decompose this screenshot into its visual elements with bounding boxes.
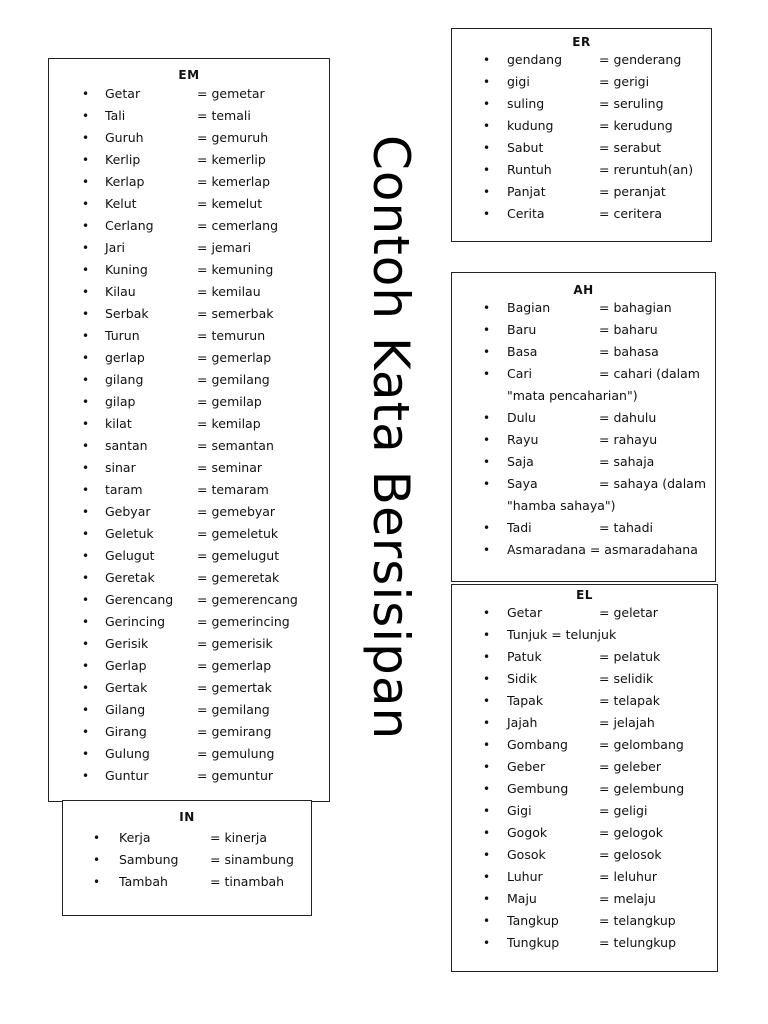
infixed-word: = bahasa — [599, 344, 659, 359]
list-item — [452, 844, 717, 866]
bullet-icon: • — [483, 694, 491, 708]
list-item — [452, 712, 717, 734]
list-item — [63, 827, 311, 849]
bullet-icon: • — [483, 870, 491, 884]
bullet-icon: • — [82, 263, 90, 277]
bullet-icon: • — [483, 53, 491, 67]
root-word: Kuning — [105, 262, 148, 277]
root-word: Cerlang — [105, 218, 154, 233]
root-word: Gerincing — [105, 614, 166, 629]
infixed-word: = genderang — [599, 52, 682, 67]
infixed-word: = tahadi — [599, 520, 653, 535]
list-item — [452, 159, 711, 181]
infixed-word: = jelajah — [599, 715, 655, 730]
root-word: Gombang — [507, 737, 568, 752]
list-item — [452, 888, 717, 910]
root-word: gendang — [507, 52, 562, 67]
er-section — [451, 28, 712, 242]
bullet-icon: • — [82, 659, 90, 673]
infixed-word: = sahaja — [599, 454, 655, 469]
list-item — [49, 721, 329, 743]
infixed-word: = geligi — [599, 803, 648, 818]
list-item — [49, 765, 329, 787]
infixed-word: = gemetar — [197, 86, 265, 101]
infixed-word: = gemeretak — [197, 570, 280, 585]
list-item — [452, 203, 711, 225]
infixed-word: = gemulung — [197, 746, 275, 761]
root-word: Kilau — [105, 284, 136, 299]
root-word: Gilang — [105, 702, 146, 717]
infixed-word: = ceritera — [599, 206, 663, 221]
list-item — [49, 501, 329, 523]
bullet-icon: • — [82, 373, 90, 387]
em-list — [49, 83, 329, 787]
bullet-icon: • — [483, 411, 491, 425]
list-item — [49, 369, 329, 391]
el-heading: EL — [576, 588, 593, 602]
list-item — [49, 237, 329, 259]
root-word: gilang — [105, 372, 144, 387]
page-title — [362, 135, 420, 915]
bullet-icon: • — [82, 681, 90, 695]
list-item — [49, 259, 329, 281]
list-item — [452, 495, 715, 517]
root-word: Gerlap — [105, 658, 147, 673]
infixed-word: = kerudung — [599, 118, 673, 133]
root-word: Gulung — [105, 746, 150, 761]
bullet-icon: • — [483, 936, 491, 950]
bullet-icon: • — [483, 345, 491, 359]
bullet-icon: • — [82, 593, 90, 607]
bullet-icon: • — [82, 109, 90, 123]
root-word: Tali — [105, 108, 126, 123]
root-word: santan — [105, 438, 148, 453]
bullet-icon: • — [82, 197, 90, 211]
list-item — [63, 849, 311, 871]
root-word: gerlap — [105, 350, 145, 365]
list-item — [49, 589, 329, 611]
list-item — [452, 473, 715, 495]
bullet-icon: • — [483, 301, 491, 315]
root-word: Kerja — [119, 830, 151, 845]
root-word: Geber — [507, 759, 546, 774]
list-item — [49, 325, 329, 347]
bullet-icon: • — [483, 782, 491, 796]
ah-heading: AH — [573, 283, 594, 297]
list-item — [452, 319, 715, 341]
root-word: Kerlip — [105, 152, 141, 167]
list-item — [452, 539, 715, 561]
infixed-word: = kemerlap — [197, 174, 271, 189]
infixed-word: = jemari — [197, 240, 252, 255]
list-item — [49, 171, 329, 193]
root-word: Maju — [507, 891, 537, 906]
bullet-icon: • — [483, 455, 491, 469]
bullet-icon: • — [483, 97, 491, 111]
el-section — [451, 584, 718, 972]
bullet-icon: • — [483, 848, 491, 862]
root-word: taram — [105, 482, 143, 497]
er-list — [452, 49, 711, 225]
bullet-icon: • — [483, 433, 491, 447]
bullet-icon: • — [82, 439, 90, 453]
list-item — [452, 517, 715, 539]
root-word: Gosok — [507, 847, 546, 862]
list-item — [452, 71, 711, 93]
bullet-icon: • — [483, 716, 491, 730]
list-item — [452, 602, 717, 624]
em-heading: EM — [178, 68, 200, 82]
root-word: gilap — [105, 394, 136, 409]
list-item — [452, 756, 717, 778]
root-word: kudung — [507, 118, 554, 133]
root-word: Runtuh — [507, 162, 552, 177]
infixed-word: = gemerlap — [197, 658, 272, 673]
list-item — [452, 49, 711, 71]
infixed-word: = sinambung — [210, 852, 294, 867]
bullet-icon: • — [82, 571, 90, 585]
root-word: sinar — [105, 460, 136, 475]
root-word: Tangkup — [507, 913, 559, 928]
root-word: Patuk — [507, 649, 542, 664]
bullet-icon: • — [483, 804, 491, 818]
infixed-word: = gemerincing — [197, 614, 290, 629]
bullet-icon: • — [483, 367, 491, 381]
list-item — [49, 435, 329, 457]
in-heading: IN — [179, 810, 195, 824]
list-item — [49, 193, 329, 215]
infixed-word: = kemelut — [197, 196, 263, 211]
ah-list — [452, 297, 715, 561]
bullet-icon: • — [82, 175, 90, 189]
list-item — [452, 115, 711, 137]
infixed-word: = baharu — [599, 322, 658, 337]
root-word: Kelut — [105, 196, 137, 211]
list-item — [452, 778, 717, 800]
infixed-word: = cemerlang — [197, 218, 279, 233]
list-item — [452, 363, 715, 385]
item-text: Asmaradana = asmaradahana — [507, 542, 698, 557]
bullet-icon: • — [82, 307, 90, 321]
list-item — [49, 655, 329, 677]
bullet-icon: • — [82, 153, 90, 167]
list-item — [49, 127, 329, 149]
root-word: Saja — [507, 454, 534, 469]
bullet-icon: • — [483, 826, 491, 840]
root-word: Tungkup — [507, 935, 560, 950]
list-item — [49, 743, 329, 765]
root-word: Panjat — [507, 184, 546, 199]
list-item — [49, 105, 329, 127]
list-item — [452, 932, 717, 954]
list-item — [49, 83, 329, 105]
list-item — [49, 215, 329, 237]
infixed-word: = kinerja — [210, 830, 268, 845]
infixed-word: = geletar — [599, 605, 658, 620]
bullet-icon: • — [82, 725, 90, 739]
infixed-word: = peranjat — [599, 184, 666, 199]
infixed-word: = gemilang — [197, 702, 270, 717]
bullet-icon: • — [483, 207, 491, 221]
bullet-icon: • — [82, 769, 90, 783]
root-word: kilat — [105, 416, 132, 431]
list-item — [49, 677, 329, 699]
infixed-word: = gemuntur — [197, 768, 274, 783]
list-item — [49, 633, 329, 655]
bullet-icon: • — [82, 505, 90, 519]
list-item — [452, 734, 717, 756]
root-word: Sabut — [507, 140, 544, 155]
root-word: Gogok — [507, 825, 548, 840]
bullet-icon: • — [82, 549, 90, 563]
bullet-icon: • — [82, 131, 90, 145]
root-word: Getar — [507, 605, 543, 620]
infixed-word: = melaju — [599, 891, 656, 906]
list-item — [49, 523, 329, 545]
infixed-word: = gemelugut — [197, 548, 280, 563]
infixed-word: = temurun — [197, 328, 266, 343]
list-item — [452, 93, 711, 115]
list-item — [452, 407, 715, 429]
infixed-word: = reruntuh(an) — [599, 162, 694, 177]
root-word: Tadi — [507, 520, 532, 535]
infixed-word: = telungkup — [599, 935, 677, 950]
em-section — [48, 58, 330, 802]
list-item — [452, 181, 711, 203]
list-item — [452, 646, 717, 668]
root-word: Saya — [507, 476, 538, 491]
root-word: Baru — [507, 322, 537, 337]
bullet-icon: • — [483, 119, 491, 133]
infixed-word: = semantan — [197, 438, 274, 453]
list-item — [49, 281, 329, 303]
list-item — [452, 690, 717, 712]
infixed-word: = serabut — [599, 140, 662, 155]
infixed-word: = gelogok — [599, 825, 664, 840]
root-word: Gebyar — [105, 504, 151, 519]
list-item — [452, 910, 717, 932]
bullet-icon: • — [483, 760, 491, 774]
infixed-word: = gemebyar — [197, 504, 276, 519]
bullet-icon: • — [483, 185, 491, 199]
infixed-word: = gemeletuk — [197, 526, 279, 541]
list-item — [49, 567, 329, 589]
infixed-word: = temali — [197, 108, 251, 123]
root-word: Geretak — [105, 570, 155, 585]
bullet-icon: • — [82, 417, 90, 431]
bullet-icon: • — [82, 351, 90, 365]
root-word: Gerencang — [105, 592, 174, 607]
list-item — [49, 699, 329, 721]
root-word: gigi — [507, 74, 530, 89]
list-item — [452, 297, 715, 319]
list-item — [452, 866, 717, 888]
list-item — [452, 137, 711, 159]
bullet-icon: • — [82, 395, 90, 409]
root-word: Rayu — [507, 432, 539, 447]
bullet-icon: • — [82, 615, 90, 629]
er-heading: ER — [572, 35, 591, 49]
bullet-icon: • — [483, 628, 491, 642]
root-word: Tambah — [119, 874, 168, 889]
infixed-word: = rahayu — [599, 432, 658, 447]
bullet-icon: • — [483, 543, 491, 557]
bullet-icon: • — [483, 521, 491, 535]
item-continuation: "mata pencaharian") — [507, 388, 638, 403]
list-item — [49, 413, 329, 435]
infixed-word: = telangkup — [599, 913, 676, 928]
root-word: Tapak — [507, 693, 544, 708]
in-list — [63, 827, 311, 893]
root-word: Gigi — [507, 803, 532, 818]
bullet-icon: • — [483, 672, 491, 686]
list-item — [49, 303, 329, 325]
root-word: Serbak — [105, 306, 149, 321]
el-list — [452, 602, 717, 954]
root-word: Cerita — [507, 206, 545, 221]
infixed-word: = semerbak — [197, 306, 274, 321]
infixed-word: = gemilap — [197, 394, 262, 409]
in-section — [62, 800, 312, 916]
infixed-word: = kemuning — [197, 262, 274, 277]
infixed-word: = gemilang — [197, 372, 270, 387]
bullet-icon: • — [82, 329, 90, 343]
list-item — [49, 479, 329, 501]
list-item — [49, 545, 329, 567]
infixed-word: = sahaya (dalam — [599, 476, 707, 491]
ah-section — [451, 272, 716, 582]
root-word: Gertak — [105, 680, 148, 695]
bullet-icon: • — [82, 219, 90, 233]
bullet-icon: • — [82, 87, 90, 101]
bullet-icon: • — [483, 141, 491, 155]
list-item — [49, 347, 329, 369]
infixed-word: = gerigi — [599, 74, 650, 89]
item-continuation: "hamba sahaya") — [507, 498, 616, 513]
root-word: Guruh — [105, 130, 144, 145]
bullet-icon: • — [82, 285, 90, 299]
list-item — [452, 624, 717, 646]
root-word: Dulu — [507, 410, 536, 425]
infixed-word: = gemuruh — [197, 130, 269, 145]
bullet-icon: • — [82, 703, 90, 717]
bullet-icon: • — [483, 914, 491, 928]
infixed-word: = gemerencang — [197, 592, 298, 607]
bullet-icon: • — [483, 892, 491, 906]
root-word: suling — [507, 96, 545, 111]
list-item — [452, 822, 717, 844]
infixed-word: = kemilap — [197, 416, 261, 431]
bullet-icon: • — [483, 738, 491, 752]
infixed-word: = telapak — [599, 693, 661, 708]
bullet-icon: • — [82, 461, 90, 475]
root-word: Sidik — [507, 671, 538, 686]
infixed-word: = gemerisik — [197, 636, 273, 651]
bullet-icon: • — [93, 853, 101, 867]
root-word: Basa — [507, 344, 538, 359]
list-item — [452, 800, 717, 822]
infixed-word: = geleber — [599, 759, 661, 774]
bullet-icon: • — [82, 747, 90, 761]
infixed-word: = kemilau — [197, 284, 261, 299]
bullet-icon: • — [483, 323, 491, 337]
infixed-word: = leluhur — [599, 869, 657, 884]
infixed-word: = gelosok — [599, 847, 662, 862]
infixed-word: = pelatuk — [599, 649, 661, 664]
page-title-text: Contoh Kata Bersisipan — [362, 135, 420, 741]
bullet-icon: • — [93, 875, 101, 889]
bullet-icon: • — [82, 637, 90, 651]
infixed-word: = gemertak — [197, 680, 272, 695]
list-item — [452, 341, 715, 363]
root-word: Getar — [105, 86, 141, 101]
infixed-word: = bahagian — [599, 300, 672, 315]
infixed-word: = dahulu — [599, 410, 657, 425]
infixed-word: = tinambah — [210, 874, 285, 889]
root-word: Turun — [105, 328, 140, 343]
infixed-word: = gelembung — [599, 781, 685, 796]
root-word: Cari — [507, 366, 532, 381]
bullet-icon: • — [483, 477, 491, 491]
infixed-word: = cahari (dalam — [599, 366, 700, 381]
infixed-word: = selidik — [599, 671, 654, 686]
root-word: Bagian — [507, 300, 551, 315]
root-word: Gembung — [507, 781, 569, 796]
item-text: Tunjuk = telunjuk — [507, 627, 617, 642]
list-item — [49, 457, 329, 479]
root-word: Jari — [105, 240, 125, 255]
list-item — [452, 668, 717, 690]
infixed-word: = temaram — [197, 482, 269, 497]
bullet-icon: • — [82, 483, 90, 497]
root-word: Guntur — [105, 768, 149, 783]
list-item — [452, 429, 715, 451]
list-item — [49, 149, 329, 171]
infixed-word: = seruling — [599, 96, 664, 111]
root-word: Geletuk — [105, 526, 154, 541]
infixed-word: = kemerlip — [197, 152, 266, 167]
list-item — [63, 871, 311, 893]
infixed-word: = seminar — [197, 460, 263, 475]
list-item — [452, 385, 715, 407]
bullet-icon: • — [483, 75, 491, 89]
bullet-icon: • — [82, 241, 90, 255]
root-word: Gelugut — [105, 548, 155, 563]
infixed-word: = gelombang — [599, 737, 684, 752]
list-item — [452, 451, 715, 473]
bullet-icon: • — [483, 650, 491, 664]
root-word: Girang — [105, 724, 147, 739]
root-word: Luhur — [507, 869, 543, 884]
infixed-word: = gemirang — [197, 724, 272, 739]
bullet-icon: • — [483, 606, 491, 620]
bullet-icon: • — [82, 527, 90, 541]
list-item — [49, 611, 329, 633]
root-word: Sambung — [119, 852, 179, 867]
bullet-icon: • — [483, 163, 491, 177]
root-word: Jajah — [507, 715, 538, 730]
bullet-icon: • — [93, 831, 101, 845]
infixed-word: = gemerlap — [197, 350, 272, 365]
root-word: Gerisik — [105, 636, 149, 651]
list-item — [49, 391, 329, 413]
root-word: Kerlap — [105, 174, 145, 189]
